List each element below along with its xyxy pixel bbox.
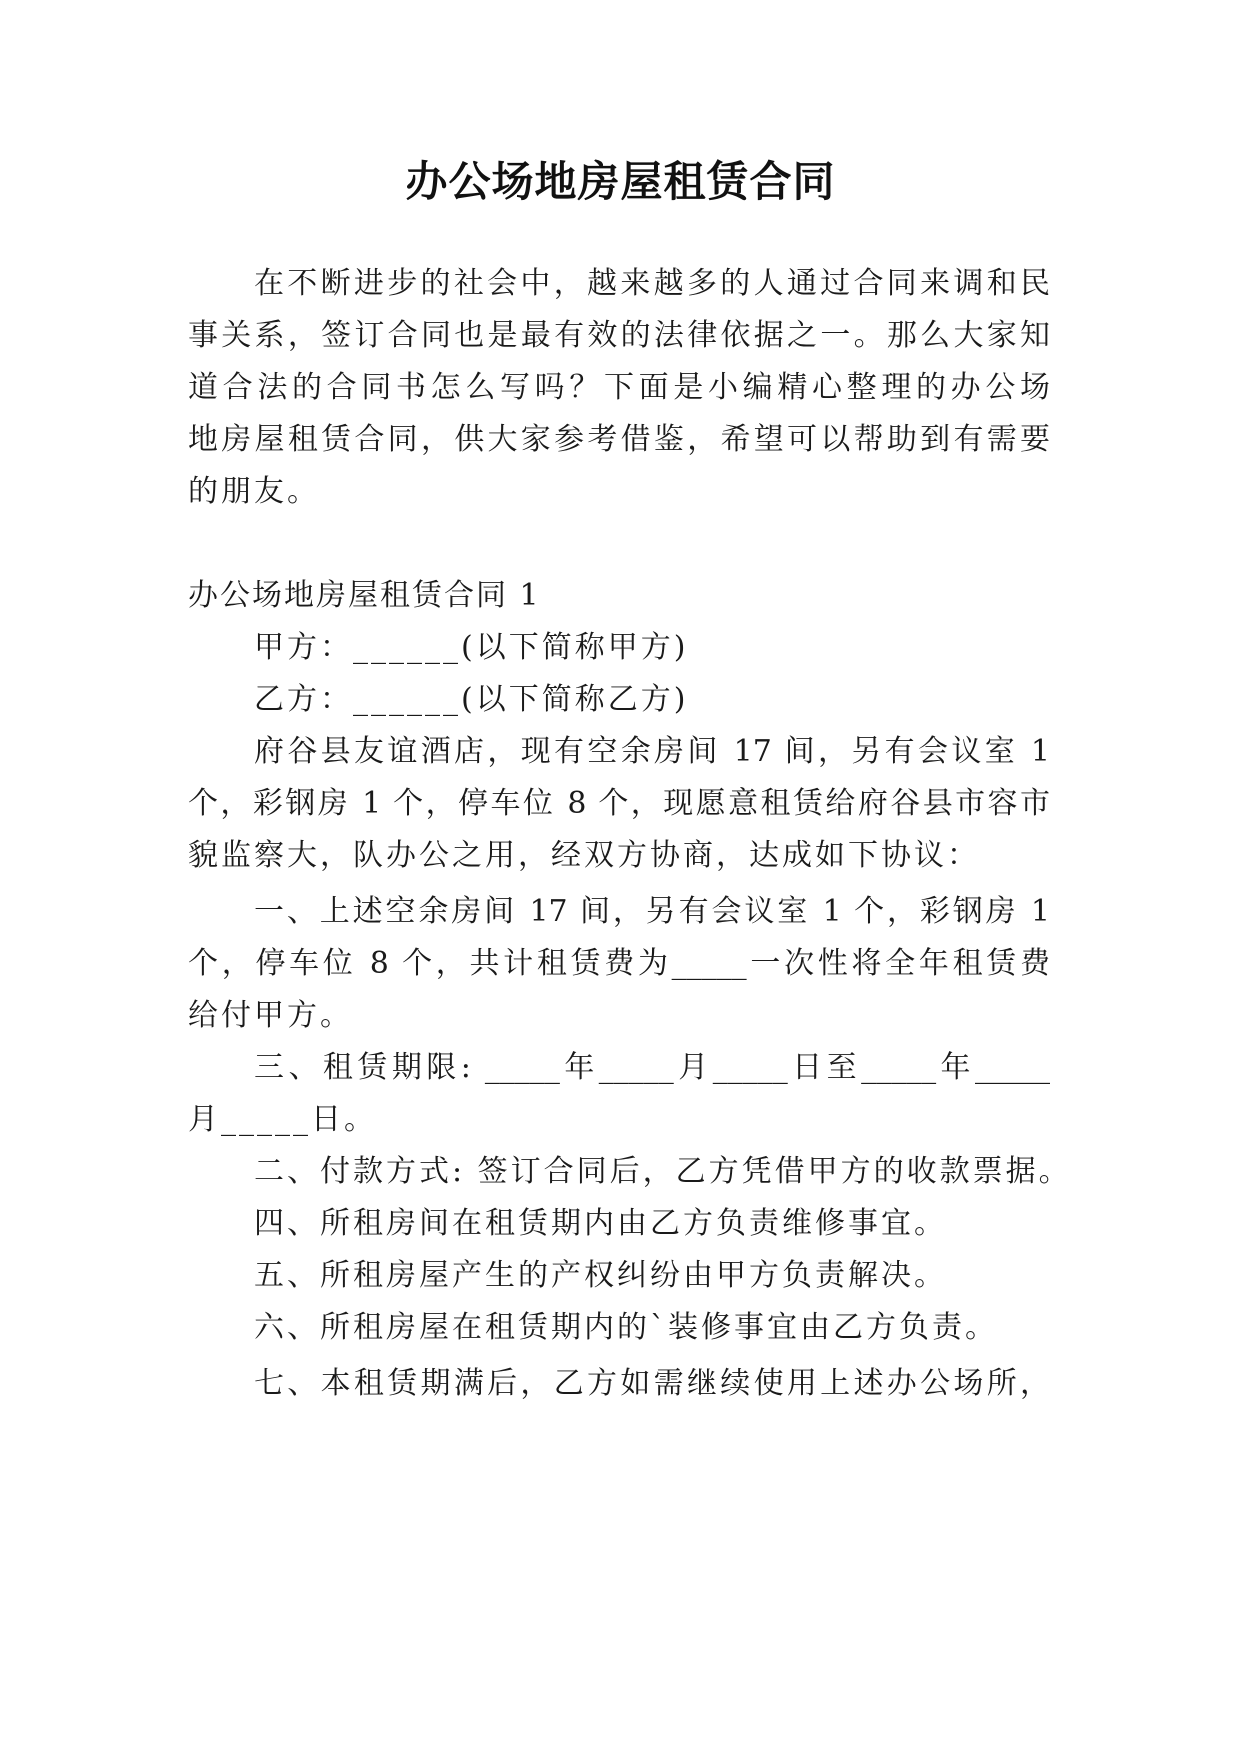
body-line: 貌监察大，队办公之用，经双方协商，达成如下协议： bbox=[188, 838, 980, 873]
intro-line-1: 在不断进步的社会中，越来越多的人通过合同来调和民 bbox=[254, 266, 1050, 301]
clause-1-line: 一、上述空余房间 17 间，另有会议室 1 个，彩钢房 1 bbox=[254, 894, 1050, 929]
body-line: 府谷县友谊酒店，现有空余房间 17 间，另有会议室 1 bbox=[254, 734, 1050, 769]
intro-line-5: 的朋友。 bbox=[188, 474, 320, 509]
clause-4-line: 四、所租房间在租赁期内由乙方负责维修事宜。 bbox=[254, 1206, 947, 1241]
intro-line-4: 地房屋租赁合同，供大家参考借鉴，希望可以帮助到有需要 bbox=[188, 422, 1050, 457]
body-line: 个，彩钢房 1 个，停车位 8 个，现愿意租赁给府谷县市容市 bbox=[188, 786, 1050, 821]
document-title: 办公场地房屋租赁合同 bbox=[405, 157, 836, 206]
clause-1-line: 给付甲方。 bbox=[188, 998, 353, 1033]
clause-3-line: 月_____日。 bbox=[188, 1102, 377, 1137]
section-heading: 办公场地房屋租赁合同 1 bbox=[188, 578, 541, 613]
party-a-line: 甲方：______(以下简称甲方) bbox=[254, 630, 689, 665]
clause-6-line: 六、所租房屋在租赁期内的`装修事宜由乙方负责。 bbox=[254, 1310, 998, 1345]
clause-3-line: 三、租赁期限: _____年_____月_____日至_____年_____ bbox=[254, 1050, 1050, 1085]
clause-7-line: 七、本租赁期满后，乙方如需继续使用上述办公场所， bbox=[254, 1366, 1050, 1401]
intro-line-2: 事关系，签订合同也是最有效的法律依据之一。那么大家知 bbox=[188, 318, 1050, 353]
clause-1-line: 个，停车位 8 个，共计租赁费为_____一次性将全年租赁费 bbox=[188, 946, 1050, 981]
intro-line-3: 道合法的合同书怎么写吗？下面是小编精心整理的办公场 bbox=[188, 370, 1050, 405]
clause-2-line: 二、付款方式: 签订合同后，乙方凭借甲方的收款票据。 bbox=[254, 1154, 1072, 1189]
clause-5-line: 五、所租房屋产生的产权纠纷由甲方负责解决。 bbox=[254, 1258, 947, 1293]
party-b-line: 乙方：______(以下简称乙方) bbox=[254, 682, 689, 717]
